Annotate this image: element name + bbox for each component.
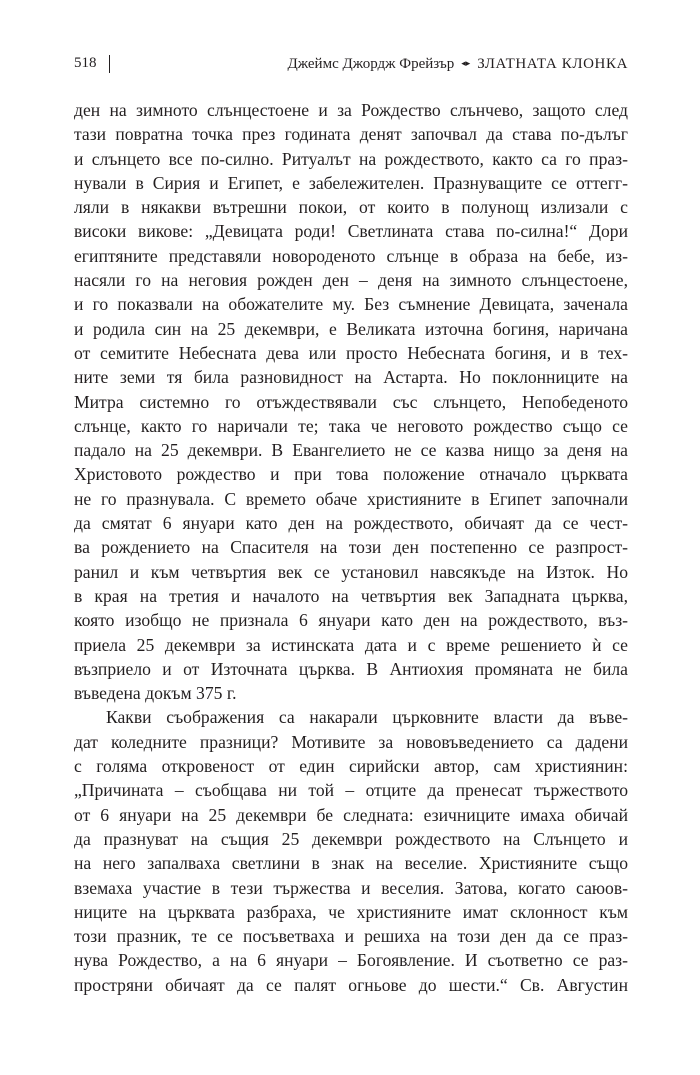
text-line: Митра системно го отъждествявали със слънцето, Непобеденото [74,391,628,412]
text-line: с голяма откровеност от един сирийски автор, сам християнин: [74,756,628,777]
text-line: да празнуват на същия 25 декември рождеството на Слънцето и [74,828,628,849]
text-line: високи викове: „Девицата роди! Светлината става по-силна!“ Дори [74,221,628,242]
text-line: египтяните представяли новороденото слънце в образа на бебе, из- [74,245,628,266]
book-page [74,0,628,1075]
paragraph [74,705,628,997]
text-line: падало на 25 декември. В Евангелието не се казва нищо за деня на [74,440,628,461]
running-header [74,52,628,74]
text-line: тази повратна точка през годината денят започвал да става по-дълъг [74,124,628,145]
header-author: Джеймс Джордж Фрейзър [287,56,455,72]
page-number: 518 [74,55,97,71]
header-divider [109,55,110,73]
text-line: и слънцето все по-силно. Ритуалът на рождеството, както са го праз- [74,148,628,169]
text-line: която изобщо не признала 6 януари като ден на рождеството, въз- [74,610,628,631]
text-line: Какви съображения са накарали църковните власти да въве- [106,707,628,728]
text-line: в края на третия и началото на четвъртия век Западната църква, [74,585,628,606]
text-line: ляли в някакви вътрешни покои, от които в полунощ излизали с [74,197,628,218]
text-line: и го показвали на обожателите му. Без съмнение Девицата, заченала [74,294,628,315]
text-line: на него запалваха светлини в знак на веселие. Християните също [74,853,628,874]
text-line: ниците на църквата разбраха, че християните имат склонност към [74,901,628,922]
body-text [74,98,628,997]
text-line: нува Рождество, а на 6 януари – Богоявление. И съответно се раз- [74,950,628,971]
text-line: Христовото рождество и при това положение отначало църквата [74,464,628,485]
text-line: от семитите Небесната дева или просто Небесната богиня, и в тех- [74,342,628,363]
text-line: да смятат 6 януари като ден на рождеството, обичаят да се чест- [74,513,628,534]
text-line: и родила син на 25 декември, е Великата източна богиня, наричана [74,318,628,339]
text-line: ните земи тя била разновидност на Астарта. Но поклонниците на [74,367,628,388]
text-line: ден на зимното слънцестоене и за Рождество слънчево, защото след [74,100,628,120]
paragraph [74,98,628,705]
text-line: възприело и от Източната църква. В Антиохия промяната не била [74,658,628,679]
text-line: слънце, както го наричали те; така че неговото рождество също се [74,415,628,436]
text-line: нували в Сирия и Египет, е забележителен. Празнуващите се оттегг- [74,172,628,193]
text-line: „Причината – съобщава ни той – отците да пренесат тържеството [74,780,628,801]
text-line: от 6 януари на 25 декември бе следната: езичниците имаха обичай [74,804,628,825]
header-separator-icon: ◂▸ [461,58,471,68]
header-title-block [288,52,629,75]
text-line: ва рождението на Спасителя на този ден постепенно се разпрост- [74,537,628,558]
text-line: ранил и към четвъртия век се установил навсякъде на Изток. Но [74,561,628,582]
text-line: този празник, те се посъветваха и решиха на този ден да се праз- [74,926,628,947]
text-line: простряни обичаят да се палят огньове до шести.“ Св. Августин [74,974,628,995]
text-line: приела 25 декември за истинската дата и с време решението ѝ се [74,634,628,655]
text-line: не го празнувала. С времето обаче християните в Египет започнали [74,488,628,509]
header-book-title: ЗЛАТНАТА КЛОНКА [477,56,628,72]
text-line: насяли го на неговия рожден ден – деня на зимното слънцестоене, [74,270,628,291]
text-line: въведена докъм 375 г. [74,683,237,704]
text-line: дат коледните празници? Мотивите за нововъведението са дадени [74,731,628,752]
text-line: вземаха участие в тези тържества и веселия. Затова, когато саюов- [74,877,628,898]
